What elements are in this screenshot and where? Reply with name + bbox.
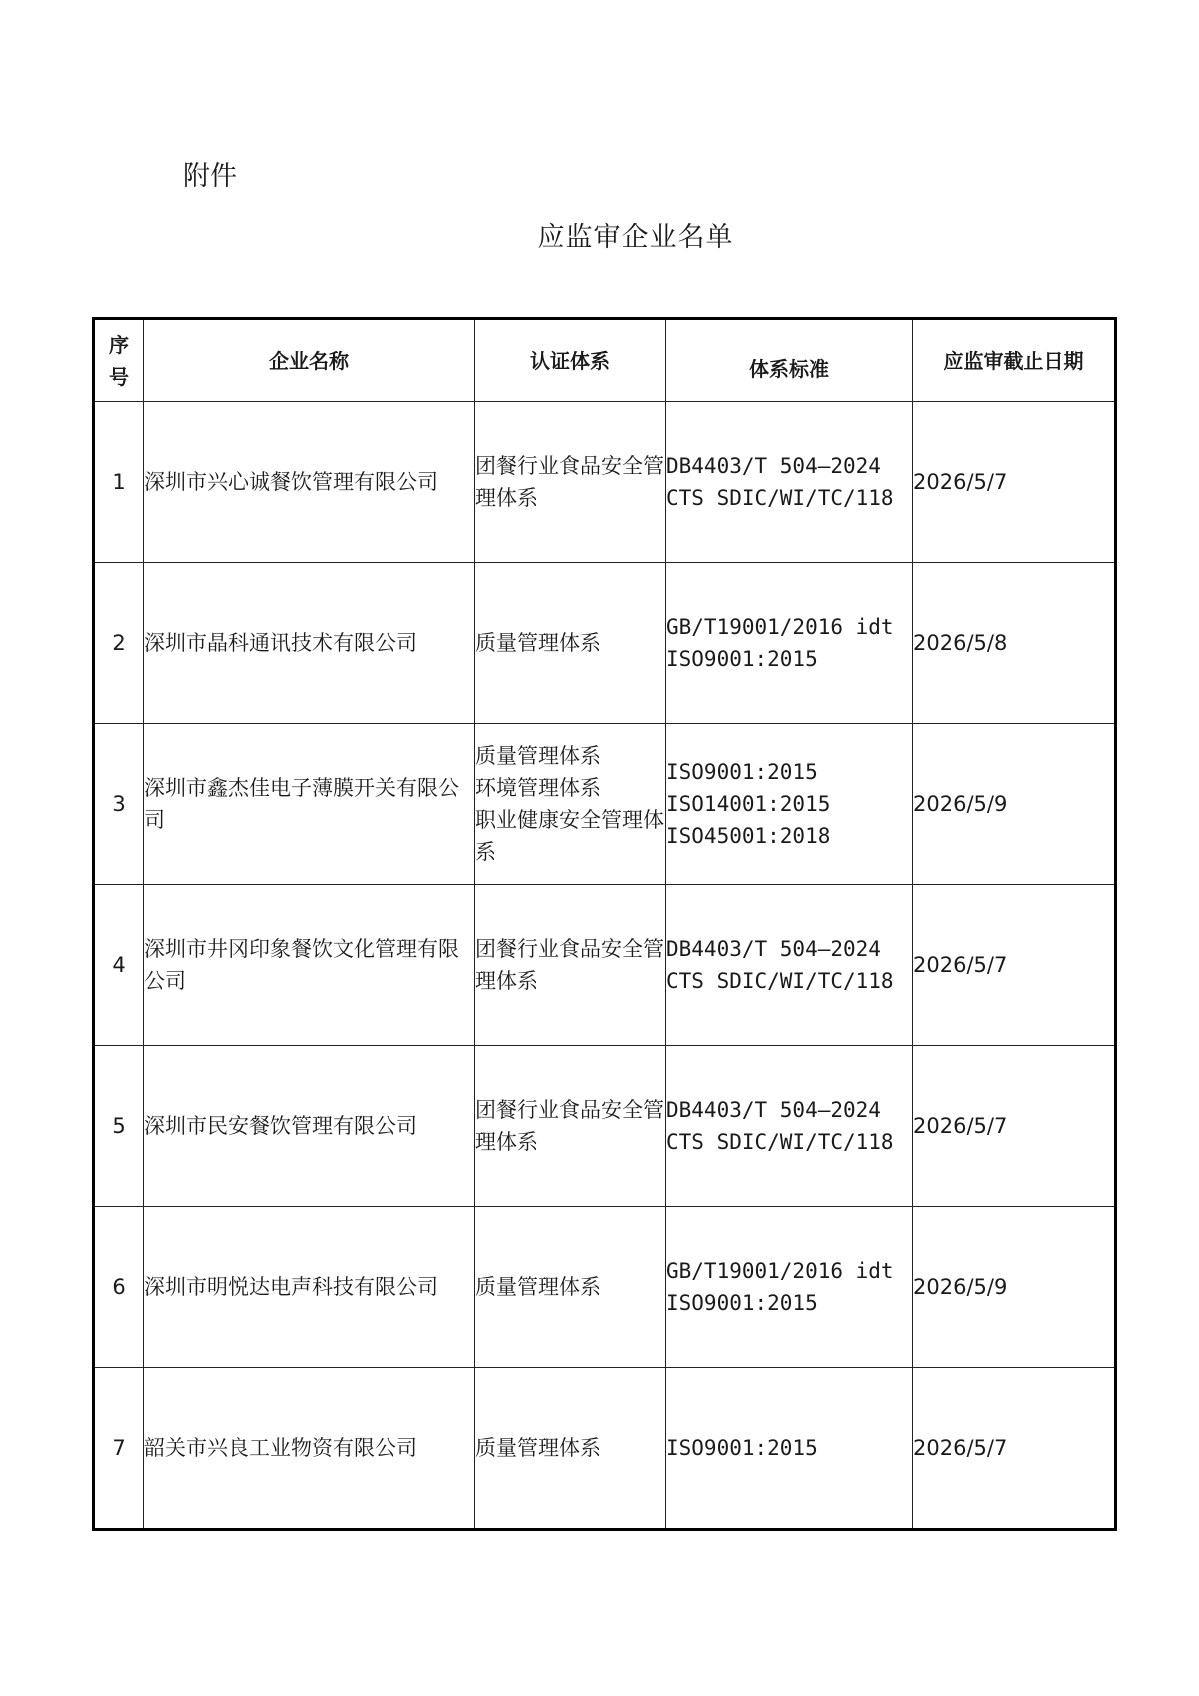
table-row bbox=[94, 1207, 1116, 1368]
system-standard: CTS SDIC/WI/TC/118 bbox=[666, 969, 894, 993]
company-name: 韶关市兴良工业物资有限公司 bbox=[144, 1368, 475, 1530]
header-standard bbox=[666, 319, 913, 402]
system-standards bbox=[666, 402, 913, 563]
company-name: 深圳市明悦达电声科技有限公司 bbox=[144, 1207, 475, 1368]
certification-system: 质量管理体系 bbox=[475, 1275, 601, 1299]
table-row bbox=[94, 1046, 1116, 1207]
certification-systems bbox=[475, 885, 666, 1046]
header-standard-label: 体系标准 bbox=[749, 356, 829, 381]
row-number: 3 bbox=[94, 724, 144, 885]
system-standard: ISO45001:2018 bbox=[666, 824, 831, 848]
header-cert: 认证体系 bbox=[475, 319, 666, 402]
company-name: 深圳市民安餐饮管理有限公司 bbox=[144, 1046, 475, 1207]
system-standard: GB/T19001/2016 idt bbox=[666, 615, 894, 639]
row-number: 5 bbox=[94, 1046, 144, 1207]
company-name: 深圳市井冈印象餐饮文化管理有限公司 bbox=[144, 885, 475, 1046]
system-standard: ISO9001:2015 bbox=[666, 647, 818, 671]
system-standard: DB4403/T 504—2024 bbox=[666, 454, 881, 478]
company-name: 深圳市兴心诚餐饮管理有限公司 bbox=[144, 402, 475, 563]
attachment-label: 附件 bbox=[183, 161, 237, 192]
certification-systems bbox=[475, 724, 666, 885]
table-row bbox=[94, 563, 1116, 724]
certification-system: 团餐行业食品安全管理体系 bbox=[475, 937, 664, 993]
table-row bbox=[94, 402, 1116, 563]
system-standards bbox=[666, 1368, 913, 1530]
company-name: 深圳市晶科通讯技术有限公司 bbox=[144, 563, 475, 724]
system-standard: GB/T19001/2016 idt bbox=[666, 1259, 894, 1283]
audit-deadline: 2026/5/8 bbox=[913, 563, 1116, 724]
certification-systems bbox=[475, 1046, 666, 1207]
system-standard: DB4403/T 504—2024 bbox=[666, 937, 881, 961]
header-no-line1: 序 bbox=[109, 332, 129, 357]
header-no bbox=[94, 319, 144, 402]
enterprise-table bbox=[92, 317, 1117, 1531]
certification-system: 职业健康安全管理体系 bbox=[475, 808, 664, 864]
table-header-row bbox=[94, 319, 1116, 402]
system-standards bbox=[666, 1207, 913, 1368]
certification-systems bbox=[475, 1368, 666, 1530]
certification-system: 质量管理体系 bbox=[475, 631, 601, 655]
audit-deadline: 2026/5/7 bbox=[913, 1368, 1116, 1530]
table-row bbox=[94, 885, 1116, 1046]
header-name: 企业名称 bbox=[144, 319, 475, 402]
audit-deadline: 2026/5/7 bbox=[913, 402, 1116, 563]
audit-deadline: 2026/5/7 bbox=[913, 1046, 1116, 1207]
table-row bbox=[94, 724, 1116, 885]
certification-systems bbox=[475, 402, 666, 563]
system-standards bbox=[666, 1046, 913, 1207]
system-standards bbox=[666, 885, 913, 1046]
system-standard: CTS SDIC/WI/TC/118 bbox=[666, 486, 894, 510]
audit-deadline: 2026/5/9 bbox=[913, 1207, 1116, 1368]
certification-system: 质量管理体系 bbox=[475, 744, 601, 768]
certification-system: 质量管理体系 bbox=[475, 1436, 601, 1460]
certification-system: 环境管理体系 bbox=[475, 776, 601, 800]
table-body bbox=[94, 402, 1116, 1530]
system-standards bbox=[666, 724, 913, 885]
system-standard: ISO14001:2015 bbox=[666, 792, 831, 816]
company-name: 深圳市鑫杰佳电子薄膜开关有限公司 bbox=[144, 724, 475, 885]
audit-deadline: 2026/5/9 bbox=[913, 724, 1116, 885]
system-standard: DB4403/T 504—2024 bbox=[666, 1098, 881, 1122]
row-number: 4 bbox=[94, 885, 144, 1046]
system-standard: ISO9001:2015 bbox=[666, 1436, 818, 1460]
certification-systems bbox=[475, 1207, 666, 1368]
row-number: 7 bbox=[94, 1368, 144, 1530]
header-deadline: 应监审截止日期 bbox=[913, 319, 1116, 402]
certification-systems bbox=[475, 563, 666, 724]
system-standards bbox=[666, 563, 913, 724]
audit-deadline: 2026/5/7 bbox=[913, 885, 1116, 1046]
header-no-line2: 号 bbox=[109, 364, 129, 389]
system-standard: ISO9001:2015 bbox=[666, 1291, 818, 1315]
document-title: 应监审企业名单 bbox=[537, 222, 734, 253]
system-standard: ISO9001:2015 bbox=[666, 760, 818, 784]
certification-system: 团餐行业食品安全管理体系 bbox=[475, 454, 664, 510]
system-standard: CTS SDIC/WI/TC/118 bbox=[666, 1130, 894, 1154]
row-number: 1 bbox=[94, 402, 144, 563]
row-number: 6 bbox=[94, 1207, 144, 1368]
row-number: 2 bbox=[94, 563, 144, 724]
table-row bbox=[94, 1368, 1116, 1530]
certification-system: 团餐行业食品安全管理体系 bbox=[475, 1098, 664, 1154]
